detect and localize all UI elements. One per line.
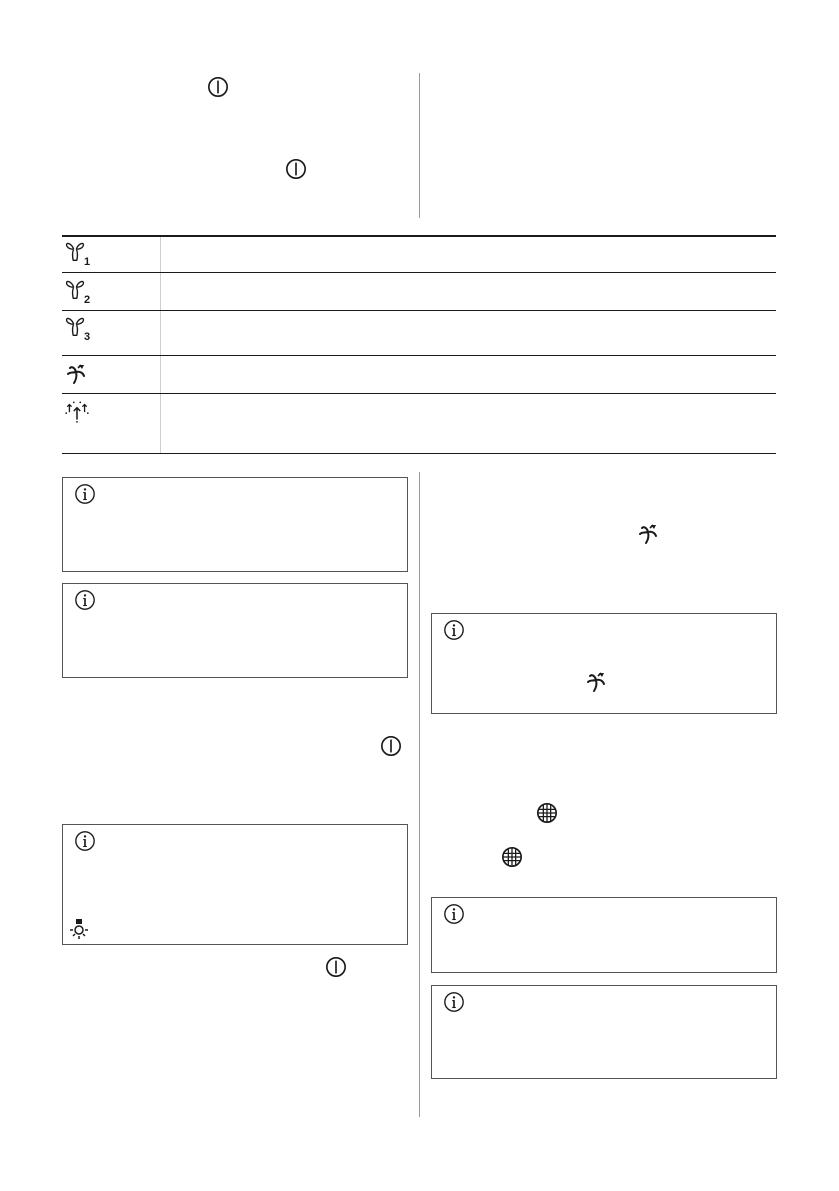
table-row-rule <box>62 272 776 273</box>
info-icon <box>443 903 465 925</box>
info-icon <box>74 483 96 505</box>
info-icon <box>74 830 96 852</box>
fan-boost-icon <box>585 670 609 694</box>
auto-extraction-icon <box>64 398 90 424</box>
table-row-rule <box>62 393 776 394</box>
fan-speed-3-icon <box>64 316 92 342</box>
power-icon <box>380 735 402 757</box>
info-icon <box>74 589 96 611</box>
fan-speed-1-icon <box>64 241 92 267</box>
info-box <box>62 583 408 678</box>
table-column-separator <box>160 237 161 453</box>
info-box <box>431 985 777 1079</box>
svg-text:2: 2 <box>84 294 91 305</box>
power-icon <box>325 956 347 978</box>
fan-speed-2-icon <box>64 279 92 305</box>
light-icon <box>67 917 91 941</box>
info-icon <box>443 619 465 641</box>
grease-filter-icon <box>536 802 558 824</box>
table-bottom-rule <box>62 453 776 454</box>
info-box <box>62 824 408 945</box>
table-row-rule <box>62 310 776 311</box>
fan-boost-icon <box>65 362 89 386</box>
info-box <box>431 897 777 973</box>
power-icon <box>207 76 229 98</box>
table-row-rule <box>62 355 776 356</box>
grease-filter-icon <box>501 846 523 868</box>
fan-boost-icon <box>637 522 661 546</box>
column-divider-bottom <box>419 472 420 1117</box>
info-icon <box>443 991 465 1013</box>
info-box <box>431 613 777 714</box>
column-divider-top <box>419 73 420 218</box>
svg-text:1: 1 <box>84 256 91 267</box>
info-box <box>62 477 408 572</box>
table-top-rule <box>62 235 776 237</box>
svg-text:3: 3 <box>84 331 91 342</box>
power-icon <box>285 158 307 180</box>
